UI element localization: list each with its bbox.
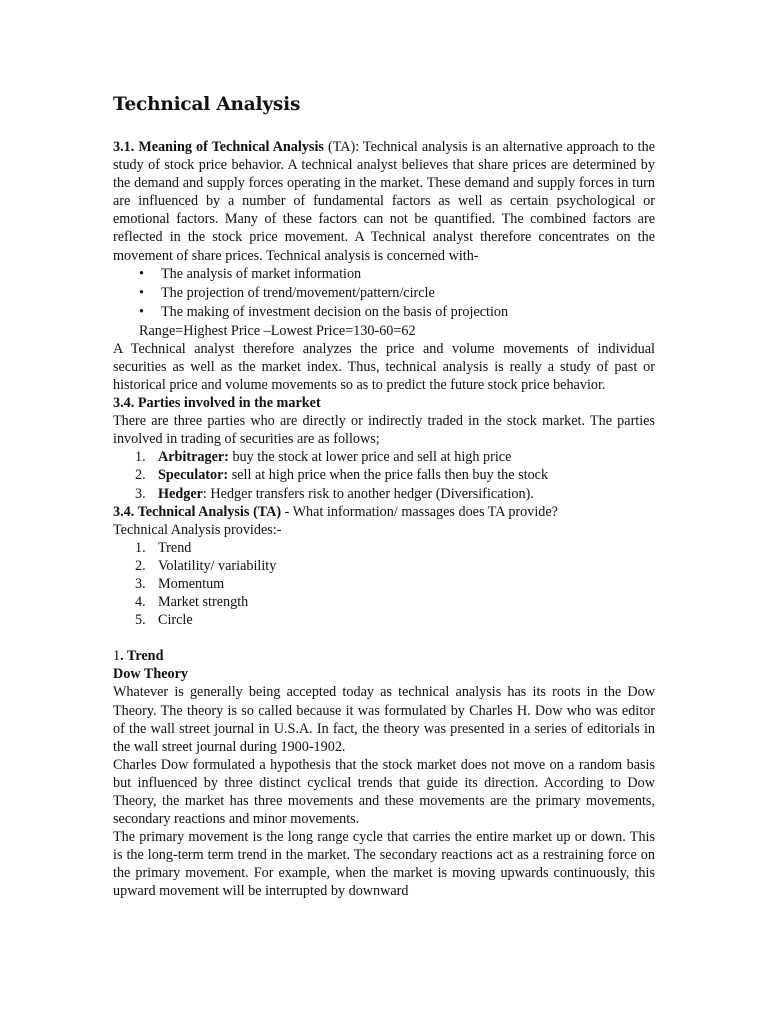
list-number: 1. xyxy=(135,449,146,466)
list-item xyxy=(139,265,655,284)
dow-theory-paragraph-2: Charles Dow formulated a hypothesis that the stock market does not move on a random basis but influenced by three distinct cyclical trends that guide its direction. According to Dow Theory, the market has three movements and these movements are the primary movements, secondary reactions and minor movements. xyxy=(113,756,655,828)
list-item-text: Circle xyxy=(158,612,193,629)
trend-heading: . Trend xyxy=(120,648,164,665)
section-3-1-heading: 3.1. Meaning of Technical Analysis xyxy=(113,139,324,155)
ta-provides-list xyxy=(113,539,655,629)
list-number: 1. xyxy=(135,539,146,556)
list-number: 2. xyxy=(135,557,146,574)
dow-theory-heading: Dow Theory xyxy=(113,666,189,683)
trend-heading-line xyxy=(113,647,655,665)
bullet-icon: • xyxy=(139,303,144,320)
list-item-text: The projection of trend/movement/pattern/circle xyxy=(161,284,435,301)
page-title: Technical Analysis xyxy=(113,94,301,115)
list-item-text: The making of investment decision on the basis of projection xyxy=(161,303,509,320)
section-parties-heading: 3.4. Parties involved in the market xyxy=(113,395,321,412)
range-formula: Range=Highest Price –Lowest Price=130-60=62 xyxy=(139,322,416,339)
party-term: Speculator: xyxy=(158,467,229,484)
bullet-icon: • xyxy=(139,265,144,282)
party-term: Arbitrager: xyxy=(158,449,229,466)
technical-analysis-bullet-list xyxy=(113,265,655,322)
list-item xyxy=(135,593,655,611)
document-page xyxy=(113,92,655,901)
list-item xyxy=(135,557,655,575)
section-ta-heading: 3.4. Technical Analysis (TA) xyxy=(113,503,282,520)
list-item xyxy=(139,284,655,303)
section-3-1-intro xyxy=(113,138,655,265)
list-item xyxy=(135,448,655,466)
list-item xyxy=(135,575,655,593)
list-number: 3. xyxy=(135,485,146,502)
trend-number: 1 xyxy=(113,648,121,665)
list-item-text: Momentum xyxy=(158,575,225,592)
list-item xyxy=(139,303,655,322)
party-term: Hedger xyxy=(158,485,203,502)
list-item-text: Trend xyxy=(158,539,192,556)
section-parties-paragraph: There are three parties who are directly or indirectly traded in the stock market. The parties involved in trading of securities are as follows; xyxy=(113,413,655,448)
list-item xyxy=(135,539,655,557)
list-item xyxy=(135,485,655,503)
section-spacer xyxy=(113,629,655,647)
list-number: 3. xyxy=(135,575,146,592)
list-number: 5. xyxy=(135,612,146,629)
parties-list xyxy=(113,448,655,502)
section-ta-heading-rest: - What information/ massages does TA provide? xyxy=(281,503,558,520)
party-description: buy the stock at lower price and sell at high price xyxy=(228,449,512,466)
dow-theory-paragraph-3: The primary movement is the long range cycle that carries the entire market up or down. This is the long-term term trend in the market. The secondary reactions act as a restraining force on the primary movement. For example, when the market is moving upwards continuously, this upward movement will be interrupted by downward xyxy=(113,829,655,900)
party-description: sell at high price when the price falls then buy the stock xyxy=(228,467,549,484)
section-3-1-intro-text: (TA): Technical analysis is an alternative approach to the study of stock price behavior. A technical analyst believes that share prices are determined by the demand and supply forces operating in the market. These demand and supply forces in turn are influenced by a number of fundamental factors as well as certain psychological or emotional factors. Many of these factors can not be quantified. The combined factors are reflected in the stock price movement. A Technical analyst therefore concentrates on the movement of share prices. Technical analysis is concerned with- xyxy=(113,139,655,264)
ta-provides-label: Technical Analysis provides:- xyxy=(113,521,282,538)
section-ta-heading-line xyxy=(113,503,655,521)
dow-theory-paragraph-1: Whatever is generally being accepted today as technical analysis has its roots in the Dow Theory. The theory is so called because it was formulated by Charles H. Dow who was editor of the wall street journal in U.S.A. In fact, the theory was presented in a series of editorials in the wall street journal during 1900-1902. xyxy=(113,684,655,755)
bullet-icon: • xyxy=(139,284,144,301)
list-item xyxy=(135,466,655,484)
section-3-1-paragraph-2: A Technical analyst therefore analyzes the price and volume movements of individual securities as well as the market index. Thus, technical analysis is really a study of past or historical price and volume movements so as to predict the future stock price behavior. xyxy=(113,340,655,393)
list-item-text: The analysis of market information xyxy=(161,265,362,282)
list-number: 4. xyxy=(135,594,146,611)
party-description: : Hedger transfers risk to another hedger (Diversification). xyxy=(202,485,534,502)
list-item-text: Volatility/ variability xyxy=(158,557,277,574)
list-number: 2. xyxy=(135,467,146,484)
list-item-text: Market strength xyxy=(158,594,249,611)
list-item xyxy=(135,611,655,629)
